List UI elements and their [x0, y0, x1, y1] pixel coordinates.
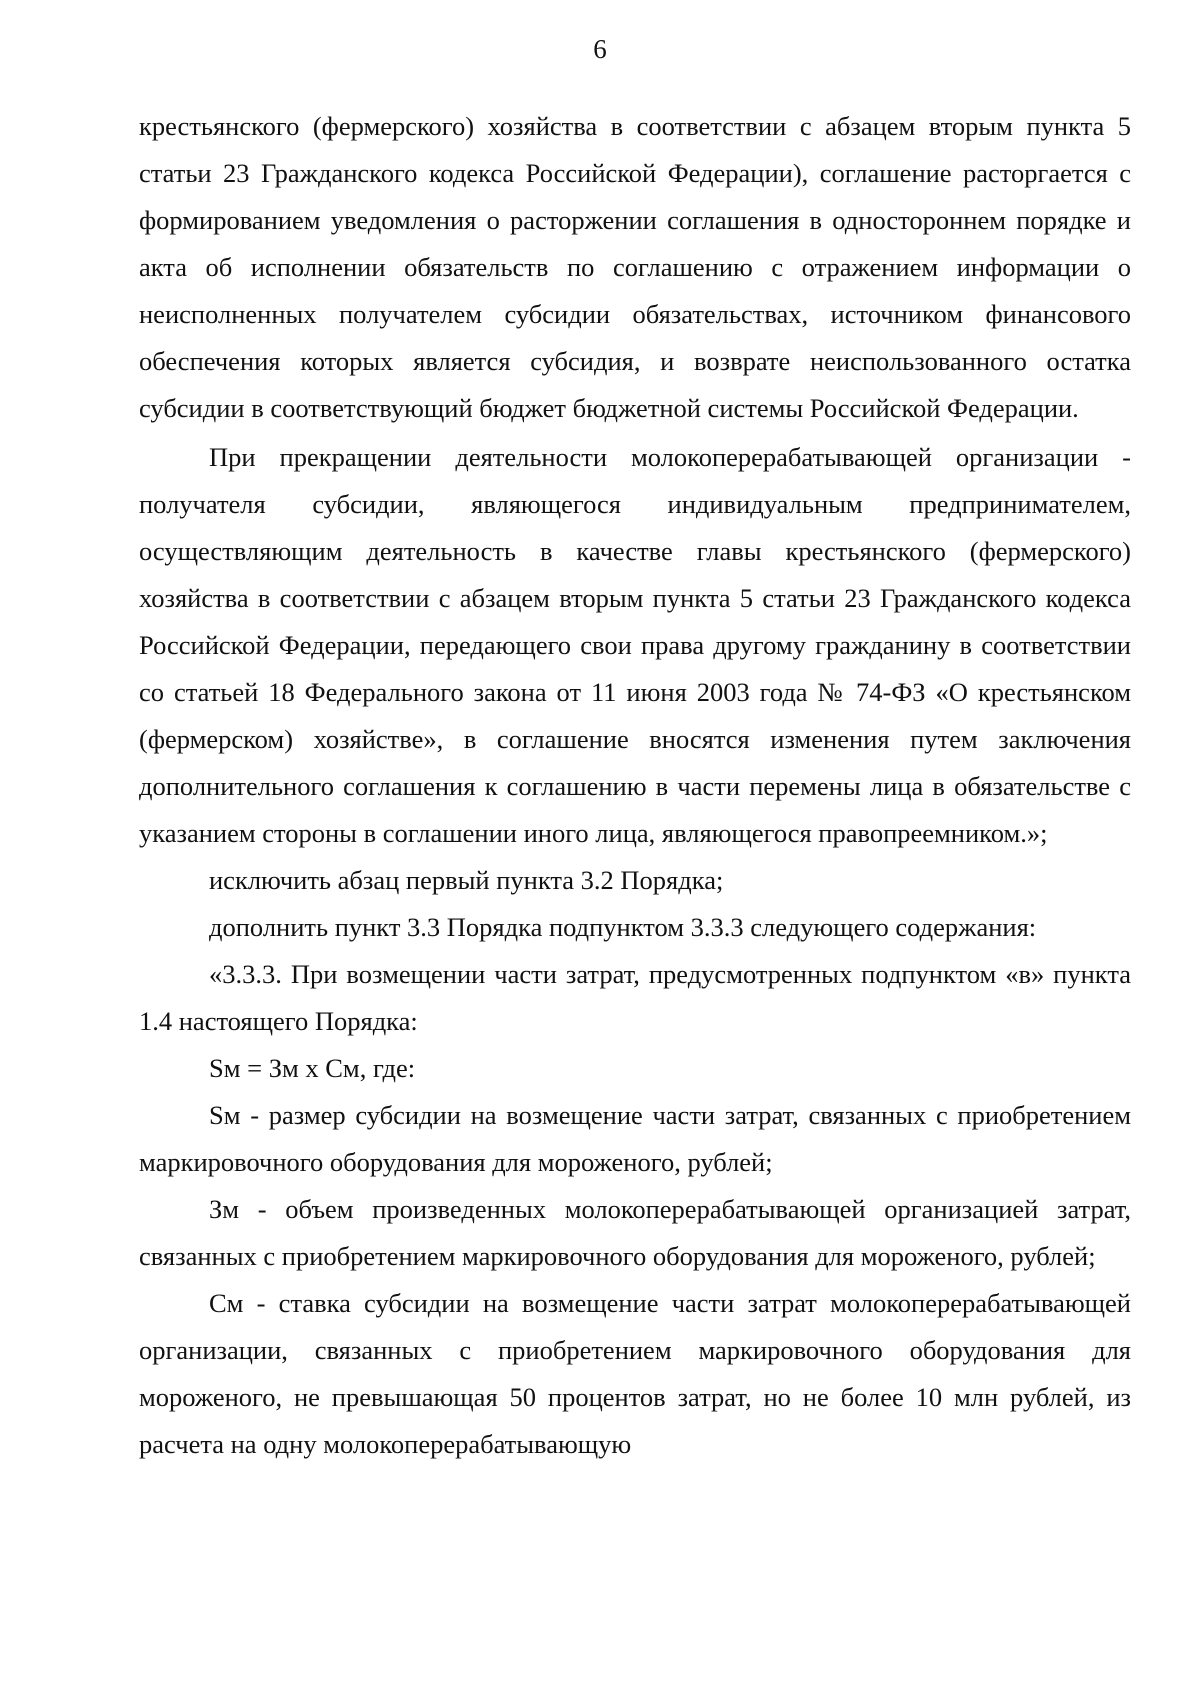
paragraph-add-subclause: дополнить пункт 3.3 Порядка подпунктом 3.3.3 следующего содержания:: [209, 912, 1037, 942]
paragraph-subclause-3-3-3: «3.3.3. При возмещении части затрат, предусмотренных подпунктом «в» пункта 1.4 настоящего Порядка:: [139, 959, 1131, 1036]
definition-zm: Зм - объем произведенных молокоперерабатывающей организацией затрат, связанных с приобретением маркировочного оборудования для мороженого, рублей;: [139, 1194, 1131, 1271]
paragraph-exclude-clause: исключить абзац первый пункта 3.2 Порядка;: [209, 865, 724, 895]
paragraph-termination-transfer: При прекращении деятельности молокоперерабатывающей организации - получателя субсидии, являющегося индивидуальным предпринимателем, осуществляющим деятельность в качестве главы крестьянского (фермерского) хозяйства в соответствии с абзацем вторым пункта 5 статьи 23 Гражданского кодекса Российской Федерации, передающего свои права другому гражданину в соответствии со статьей 18 Федерального закона от 11 июня 2003 года № 74-ФЗ «О крестьянском (фермерском) хозяйстве», в соглашение вносятся изменения путем заключения дополнительного соглашения к соглашению в части перемены лица в обязательстве с указанием стороны в соглашении иного лица, являющегося правопреемником.»;: [139, 442, 1131, 848]
document-body: [139, 103, 1131, 1468]
formula-line: Sм = Зм х См, где:: [209, 1053, 416, 1083]
paragraph-continuation: крестьянского (фермерского) хозяйства в соответствии с абзацем вторым пункта 5 статьи 23 Гражданского кодекса Российской Федерации), соглашение расторгается с формированием уведомления о расторжении соглашения в одностороннем порядке и акта об исполнении обязательств по соглашению с отражением информации о неисполненных получателем субсидии обязательствах, источником финансового обеспечения которых является субсидия, и возврате неиспользованного остатка субсидии в соответствующий бюджет бюджетной системы Российской Федерации.: [139, 111, 1131, 423]
definition-cm: См - ставка субсидии на возмещение части затрат молокоперерабатывающей организации, связанных с приобретением маркировочного оборудования для мороженого, не превышающая 50 процентов затрат, но не более 10 млн рублей, из расчета на одну молокоперерабатывающую: [139, 1288, 1131, 1459]
definition-sm: Sм - размер субсидии на возмещение части затрат, связанных с приобретением маркировочного оборудования для мороженого, рублей;: [139, 1100, 1131, 1177]
page-number: 6: [593, 34, 607, 64]
